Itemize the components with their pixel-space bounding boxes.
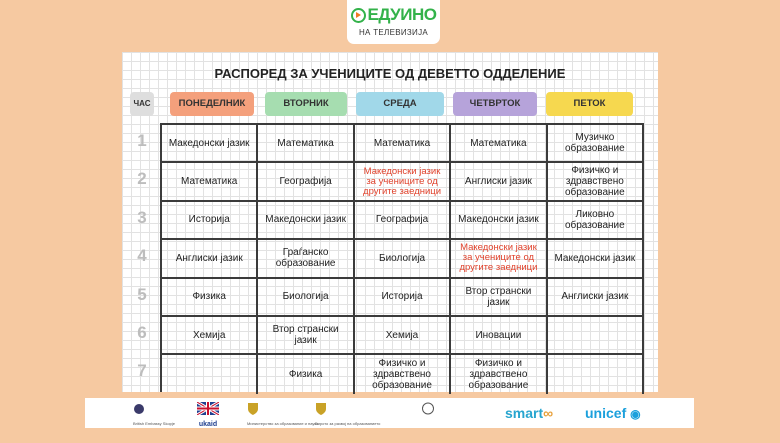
- schedule-cell: Граѓанско образование: [258, 240, 354, 276]
- logo-subtitle: НА ТЕЛЕВИЗИЈА: [358, 28, 429, 37]
- day-header: ЧЕТВРТОК: [453, 92, 537, 116]
- hour-number: 6: [137, 323, 147, 342]
- logo-name: ЕДУИНО: [367, 5, 437, 24]
- hour-header: ЧАС: [130, 92, 154, 116]
- schedule-cell: Англиски јазик: [451, 163, 547, 199]
- schedule-cell: [548, 317, 644, 353]
- coat-of-arms-icon: [315, 402, 380, 420]
- schedule-cell: Македонски јазик: [548, 240, 644, 276]
- sponsor-logo: [133, 402, 175, 426]
- schedule-cell: Физика: [258, 355, 354, 393]
- schedule-cell: Македонски јазик: [258, 202, 354, 238]
- day-header: СРЕДА: [356, 92, 444, 116]
- sponsor-label: Бирото за развој на образованието: [315, 421, 381, 426]
- day-header: ПЕТОК: [546, 92, 633, 116]
- schedule-cell: Математика: [162, 163, 258, 199]
- schedule-title: РАСПОРЕД ЗА УЧЕНИЦИТЕ ОД ДЕВЕТТО ОДДЕЛЕНИЕ: [214, 66, 566, 81]
- schedule-cell: Физичко и здравствено образование: [548, 163, 644, 199]
- schedule-cell: Македонски јазик за учениците од другите заедници: [355, 163, 451, 199]
- schedule-paper: [122, 52, 658, 392]
- hour-number: 2: [137, 169, 147, 189]
- emblem-icon: [421, 402, 435, 420]
- hour-number: 3: [137, 207, 147, 227]
- schedule-row: [162, 279, 644, 317]
- schedule-cell: Македонски јазик за учениците од другите заедници: [451, 240, 547, 276]
- schedule-row: [162, 240, 644, 278]
- schedule-cell: Хемија: [162, 317, 258, 353]
- schedule-cell: Македонски јазик: [451, 202, 547, 238]
- schedule-cell: Математика: [451, 125, 547, 161]
- schedule-cell: Историја: [162, 202, 258, 238]
- schedule-cell: Музичко образование: [548, 125, 644, 161]
- sponsor-label: ukaid: [198, 421, 218, 428]
- union-flag-icon: [197, 402, 219, 420]
- coat-of-arms-icon: [247, 402, 318, 420]
- sponsor-logo: [505, 402, 553, 421]
- sponsor-logo: [585, 402, 641, 421]
- schedule-cell: [548, 355, 644, 393]
- hour-number: 4: [137, 246, 147, 266]
- schedule-cell: Македонски јазик: [162, 125, 258, 161]
- schedule-cell: Географија: [355, 202, 451, 238]
- sponsor-logo: [247, 402, 318, 426]
- smart-logo: smart∞: [505, 405, 554, 421]
- schedule-cell: Ликовно образование: [548, 202, 644, 238]
- schedule-cell: Историја: [355, 279, 451, 315]
- schedule-cell: Англиски јазик: [162, 240, 258, 276]
- sponsor-logo: [197, 402, 219, 428]
- schedule-grid: [160, 123, 644, 392]
- schedule-cell: Хемија: [355, 317, 451, 353]
- hour-number: 1: [137, 131, 147, 150]
- sponsor-label: British Embassy Skopje: [133, 421, 176, 426]
- schedule-row: [162, 202, 644, 240]
- schedule-cell: Географија: [258, 163, 354, 199]
- unicef-logo: unicef ◉: [585, 405, 641, 421]
- sponsor-logo: [421, 402, 435, 420]
- logo-card: [347, 0, 440, 44]
- schedule-cell: Математика: [355, 125, 451, 161]
- schedule-cell: Физичко и здравствено образование: [355, 355, 451, 393]
- schedule-cell: Иновации: [451, 317, 547, 353]
- hour-number: 7: [137, 361, 147, 381]
- schedule-cell: Втор странски јазик: [258, 317, 354, 353]
- schedule-row: [162, 317, 644, 355]
- schedule-cell: Математика: [258, 125, 354, 161]
- schedule-row: [162, 163, 644, 201]
- sponsor-logo: [315, 402, 380, 426]
- schedule-cell: Физичко и здравствено образование: [451, 355, 547, 393]
- schedule-cell: Втор странски јазик: [451, 279, 547, 315]
- crest-icon: [133, 402, 175, 420]
- schedule-row: [162, 355, 644, 393]
- day-header: ПОНЕДЕЛНИК: [170, 92, 254, 116]
- schedule-row: [162, 125, 644, 163]
- logo: [347, 5, 440, 25]
- schedule-cell: Физика: [162, 279, 258, 315]
- day-header: ВТОРНИК: [265, 92, 347, 116]
- schedule-cell: Англиски јазик: [548, 279, 644, 315]
- hour-number: 5: [137, 284, 147, 304]
- play-icon: [351, 8, 366, 23]
- schedule-cell: Биологија: [258, 279, 354, 315]
- schedule-cell: [162, 355, 258, 393]
- schedule-cell: Биологија: [355, 240, 451, 276]
- sponsor-strip: [85, 398, 694, 428]
- sponsor-label: Министерство за образование и наука: [247, 421, 319, 426]
